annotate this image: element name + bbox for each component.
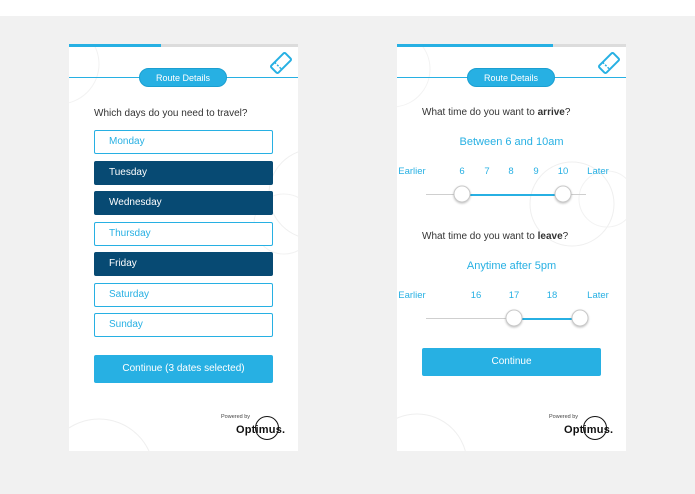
ticket-icon[interactable] xyxy=(269,51,293,75)
day-option-wednesday[interactable]: Wednesday xyxy=(94,191,273,215)
arrive-tick-label: 6 xyxy=(459,166,465,177)
arrive-slider-end-thumb[interactable] xyxy=(555,186,572,203)
day-option-friday[interactable]: Friday xyxy=(94,252,273,276)
day-option-sunday[interactable]: Sunday xyxy=(94,313,273,337)
leave-question xyxy=(422,231,568,242)
continue-button[interactable]: Continue xyxy=(422,348,601,376)
powered-by-label: Powered by xyxy=(221,414,251,420)
leave-slider-start-thumb[interactable] xyxy=(506,310,523,327)
days-screen xyxy=(69,44,298,451)
arrive-tick-label: Earlier xyxy=(398,166,426,177)
background-circles xyxy=(397,44,626,451)
time-screen xyxy=(397,44,626,451)
leave-tick-label: Later xyxy=(587,290,609,301)
arrive-question xyxy=(422,107,570,118)
arrive-question-emphasis: arrive xyxy=(537,107,565,118)
continue-dates-button[interactable]: Continue (3 dates selected) xyxy=(94,355,273,383)
top-strip xyxy=(0,0,695,16)
day-option-monday[interactable]: Monday xyxy=(94,130,273,154)
leave-question-emphasis: leave xyxy=(537,231,563,242)
arrive-range-text: Between 6 and 10am xyxy=(459,136,564,148)
arrive-question-suffix: ? xyxy=(564,107,571,118)
day-option-thursday[interactable]: Thursday xyxy=(94,222,273,246)
leave-question-prefix: What time do you want to xyxy=(422,231,538,242)
leave-tick-label: 18 xyxy=(546,290,558,301)
arrive-tick-label: 7 xyxy=(484,166,490,177)
arrive-tick-label: Later xyxy=(587,166,609,177)
arrive-tick-label: 8 xyxy=(508,166,514,177)
brand-logo: Optimus. xyxy=(564,424,614,436)
day-option-saturday[interactable]: Saturday xyxy=(94,283,273,307)
arrive-tick-label: 9 xyxy=(533,166,539,177)
progress-track xyxy=(397,44,626,47)
arrive-slider-fill xyxy=(462,194,563,196)
brand-logo: Optimus. xyxy=(236,424,286,436)
powered-by-label: Powered by xyxy=(549,414,579,420)
progress-track xyxy=(69,44,298,47)
background-circles xyxy=(69,44,298,451)
leave-tick-label: Earlier xyxy=(398,290,426,301)
leave-slider-fill xyxy=(514,318,580,320)
route-details-pill: Route Details xyxy=(467,68,555,87)
progress-fill xyxy=(69,44,161,47)
days-question: Which days do you need to travel? xyxy=(94,108,248,119)
leave-slider-end-thumb[interactable] xyxy=(572,310,589,327)
leave-question-suffix: ? xyxy=(562,231,569,242)
ticket-icon[interactable] xyxy=(597,51,621,75)
progress-fill xyxy=(397,44,553,47)
leave-tick-label: 16 xyxy=(470,290,482,301)
leave-range-text: Anytime after 5pm xyxy=(466,260,557,272)
arrive-tick-label: 10 xyxy=(557,166,569,177)
arrive-slider-start-thumb[interactable] xyxy=(454,186,471,203)
day-option-tuesday[interactable]: Tuesday xyxy=(94,161,273,185)
route-details-pill: Route Details xyxy=(139,68,227,87)
leave-tick-label: 17 xyxy=(508,290,520,301)
arrive-question-prefix: What time do you want to xyxy=(422,107,538,118)
